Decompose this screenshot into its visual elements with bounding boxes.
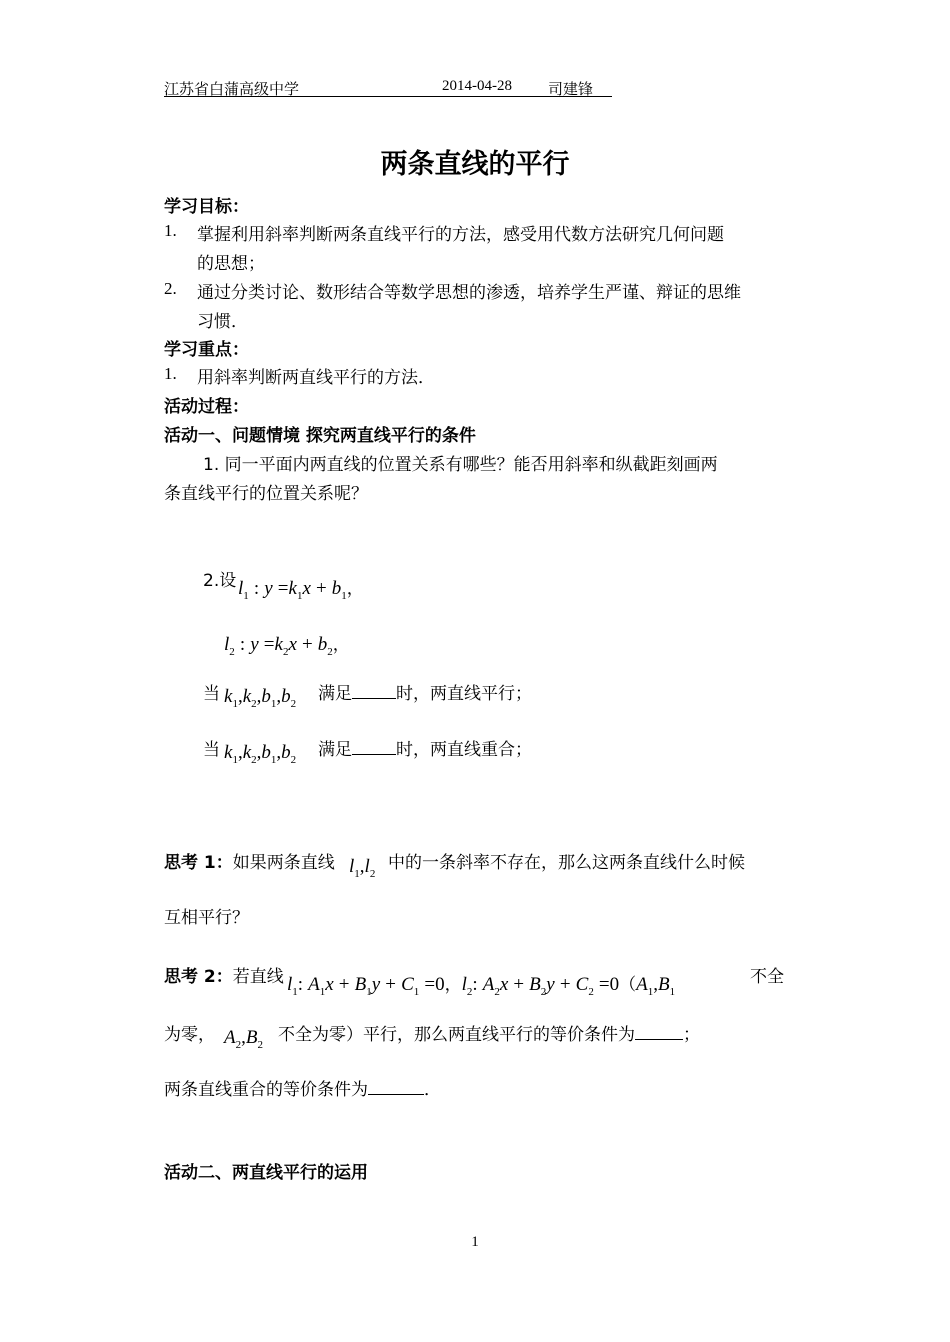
focus-1-number: 1. bbox=[164, 364, 177, 383]
formula-l1: $l_1$ : $y =k_1x + b_1$， bbox=[238, 578, 364, 602]
think1-post: 中的一条斜率不存在，那么这两条直线什么时候 bbox=[388, 853, 745, 873]
goal-2-text: 通过分类讨论、数形结合等数学思想的渗透，培养学生严谨、辩证的思维 bbox=[197, 283, 741, 303]
coincide-condition-text: 满足 时，两直线重合； bbox=[318, 740, 532, 760]
focus-heading: 学习重点： bbox=[164, 340, 249, 360]
goal-2-text-cont: 习惯． bbox=[197, 312, 248, 332]
page-title: 两条直线的平行 bbox=[380, 149, 570, 180]
focus-1-text: 用斜率判断两直线平行的方法． bbox=[197, 368, 435, 388]
formula-params-coincide: $k_1,k_2,b_1,b_2$ bbox=[224, 742, 297, 766]
think2-not-all-zero-1: 不全 bbox=[750, 967, 784, 987]
activity1-question1-cont: 条直线平行的位置关系呢？ bbox=[164, 484, 368, 504]
question2-prefix: 2.设 bbox=[203, 571, 237, 591]
formula-params-parallel: $k_1,k_2,b_1,b_2$ bbox=[224, 686, 297, 710]
coincide-blank[interactable] bbox=[352, 740, 396, 755]
think2-parallel-blank[interactable] bbox=[635, 1025, 683, 1040]
think1-lines-l1-l2: $l_1,l_2$ bbox=[349, 856, 376, 880]
formula-l2: $l_2$ : $y =k_2x + b_2$， bbox=[224, 634, 350, 658]
think2-formula: $l_1$: $A_1x + B_1y + C_1 =0$，$l_2$: $A_2x + B_2y + C_2 =0(A_1,B_1$ bbox=[287, 974, 676, 998]
think2-A2-B2: $A_2,B_2$ bbox=[224, 1027, 263, 1051]
header-school: 江苏省白蒲高级中学 bbox=[164, 82, 300, 98]
think2-line2-pre: 为零， bbox=[164, 1025, 215, 1045]
think2-line1-label: 思考 2：若直线 bbox=[164, 967, 284, 987]
think2-line3: 两条直线重合的等价条件为 ． bbox=[164, 1080, 441, 1100]
goal-1-text-cont: 的思想； bbox=[197, 254, 265, 274]
header-date: 2014-04-28 bbox=[442, 78, 512, 94]
activity2-heading: 活动二、两直线平行的运用 bbox=[164, 1163, 368, 1183]
goal-1-text: 掌握利用斜率判断两条直线平行的方法，感受用代数方法研究几何问题 bbox=[197, 225, 724, 245]
goals-heading: 学习目标： bbox=[164, 197, 249, 217]
goal-2-number: 2. bbox=[164, 279, 177, 298]
when-parallel-label: 当 bbox=[203, 684, 220, 704]
process-heading: 活动过程： bbox=[164, 397, 249, 417]
think2-line2: 不全为零）平行，那么两直线平行的等价条件为 ； bbox=[278, 1025, 700, 1045]
header-rule bbox=[164, 96, 612, 97]
page-number: 1 bbox=[471, 1234, 479, 1250]
header-author: 司建锋 bbox=[548, 82, 594, 98]
think1-line2: 互相平行？ bbox=[164, 908, 249, 928]
think1-line1: 思考 1：如果两条直线 bbox=[164, 853, 335, 873]
goal-1-number: 1. bbox=[164, 221, 177, 240]
activity1-question1: 1. 同一平面内两直线的位置关系有哪些？能否用斜率和纵截距刻画两 bbox=[203, 455, 718, 475]
parallel-condition-text: 满足 时，两直线平行； bbox=[318, 684, 532, 704]
activity1-heading: 活动一、问题情境 探究两直线平行的条件 bbox=[164, 426, 476, 446]
think2-coincide-blank[interactable] bbox=[368, 1080, 424, 1095]
parallel-blank[interactable] bbox=[352, 684, 396, 699]
when-coincide-label: 当 bbox=[203, 740, 220, 760]
